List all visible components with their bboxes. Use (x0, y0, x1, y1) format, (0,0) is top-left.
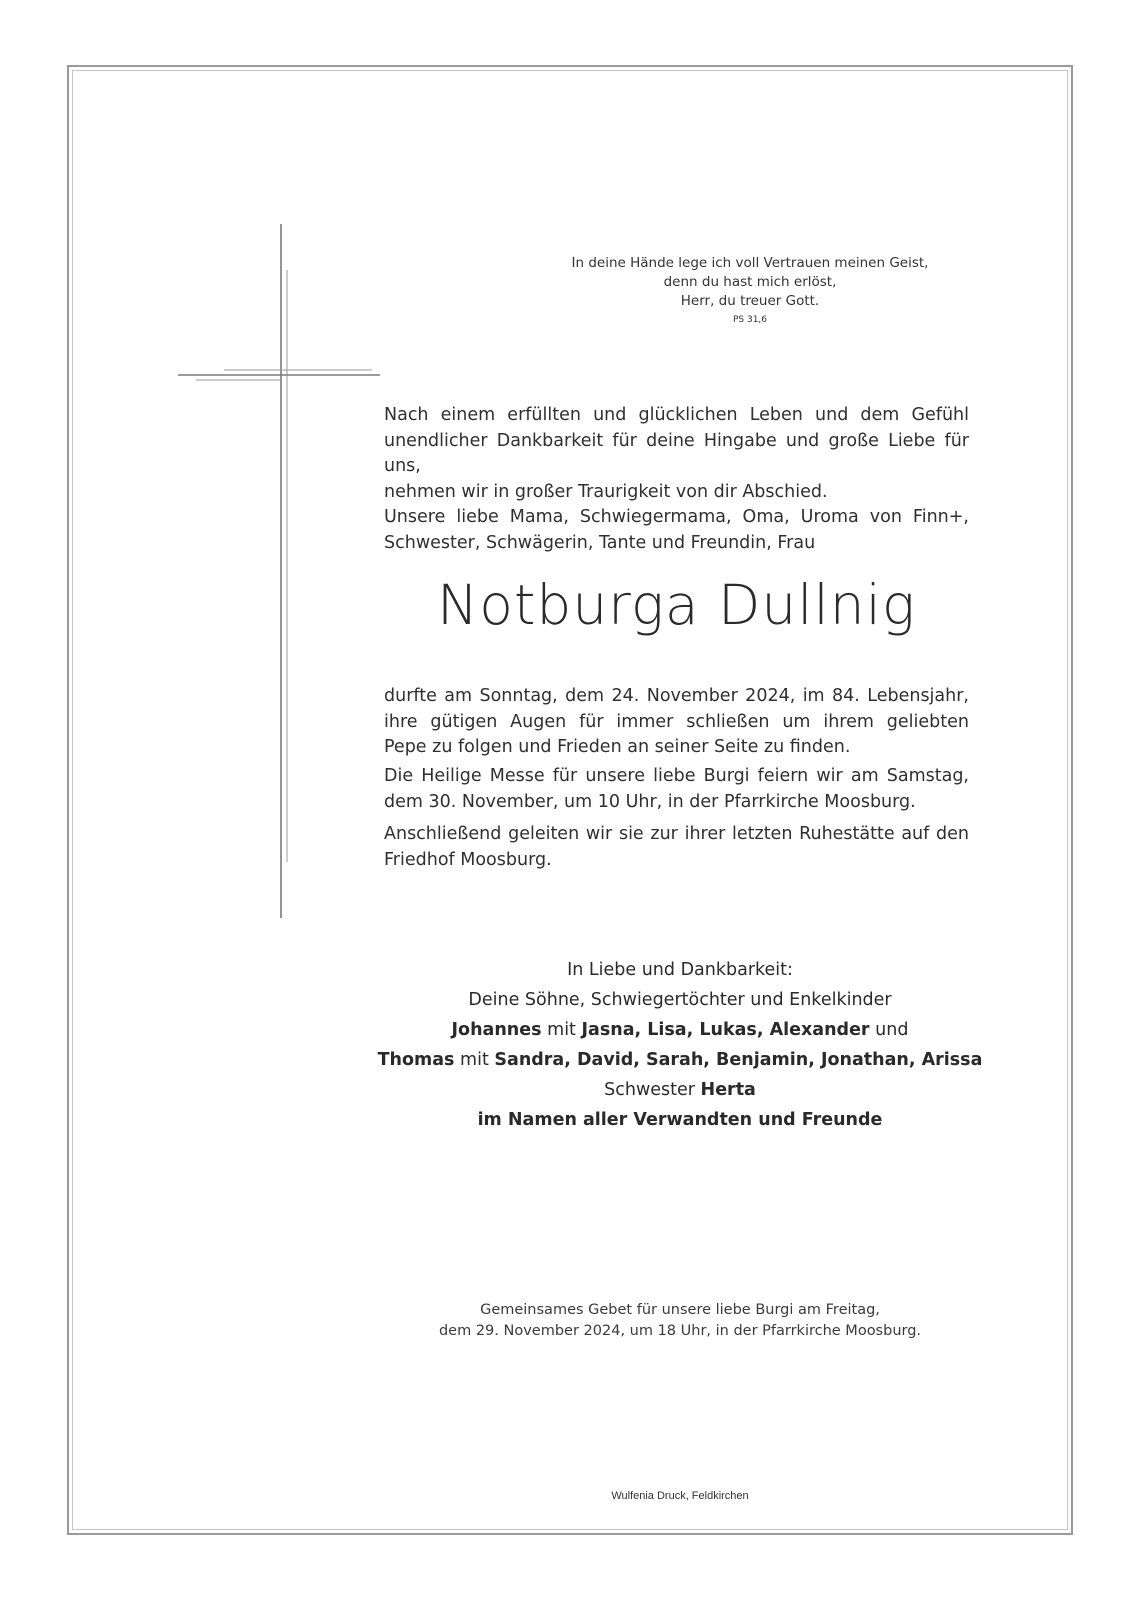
mourners-signature (300, 955, 1060, 1135)
son-name: Thomas (377, 1050, 455, 1070)
details-line: Die Heilige Messe für unsere liebe Burgi feiern wir am Samstag, (384, 766, 969, 786)
intro-line: unendlicher Dankbarkeit für deine Hingabe und große Liebe für uns, (384, 430, 969, 476)
details-line: ihre gütigen Augen für immer schließen um ihrem geliebten (384, 711, 969, 732)
family-names: Sandra, David, Sarah, Benjamin, Jonathan, Arissa (494, 1050, 983, 1070)
verse-line: denn du hast mich erlöst, (663, 274, 837, 290)
printer-credit: Wulfenia Druck, Feldkirchen (611, 1490, 749, 1502)
signature-line (300, 1075, 1060, 1105)
connector: und (875, 1020, 909, 1040)
son-name: Johannes (451, 1020, 542, 1040)
verse-line: Herr, du treuer Gott. (680, 293, 820, 309)
burial-details (384, 822, 969, 873)
signature-line (300, 1105, 1060, 1135)
signature-closing: im Namen aller Verwandten und Freunde (477, 1110, 883, 1130)
bible-verse (540, 254, 960, 329)
intro-line: Unsere liebe Mama, Schwiegermama, Oma, Uroma von Finn+, (384, 507, 969, 527)
signature-heading: In Liebe und Dankbarkeit: (567, 960, 793, 980)
signature-line (300, 1045, 1060, 1075)
prayer-notice (300, 1300, 1060, 1342)
signature-line (300, 1015, 1060, 1045)
connector: mit (460, 1050, 489, 1070)
prayer-line: Gemeinsames Gebet für unsere liebe Burgi am Freitag, (480, 1302, 880, 1318)
connector: mit (547, 1020, 576, 1040)
intro-line: nehmen wir in großer Traurigkeit von dir Abschied. (384, 481, 828, 502)
details-line: Anschließend geleiten wir sie zur ihrer letzten Ruhestätte auf den (384, 824, 969, 844)
details-line: durfte am Sonntag, dem 24. November 2024, im 84. Lebensjahr, (384, 686, 969, 706)
death-details (384, 684, 969, 761)
prayer-line: dem 29. November 2024, um 18 Uhr, in der Pfarrkirche Moosburg. (438, 1323, 922, 1339)
family-names: Jasna, Lisa, Lukas, Alexander (581, 1020, 870, 1040)
mass-details (384, 764, 969, 815)
signature-line: Deine Söhne, Schwiegertöchter und Enkelkinder (468, 990, 892, 1010)
verse-reference: PS 31,6 (732, 315, 768, 325)
deceased-name: Notburga Dullnig (437, 573, 916, 637)
sister-label: Schwester (604, 1080, 695, 1100)
details-line: dem 30. November, um 10 Uhr, in der Pfarrkirche Moosburg. (384, 791, 916, 812)
verse-line: In deine Hände lege ich voll Vertrauen meinen Geist, (571, 255, 929, 271)
intro-text (384, 403, 969, 556)
intro-line: Schwester, Schwägerin, Tante und Freundin, Frau (384, 532, 816, 553)
intro-line: Nach einem erfüllten und glücklichen Leben und dem Gefühl (384, 405, 969, 425)
details-line: Friedhof Moosburg. (384, 849, 552, 870)
details-line: Pepe zu folgen und Frieden an seiner Seite zu finden. (384, 737, 851, 757)
sister-name: Herta (700, 1080, 756, 1100)
